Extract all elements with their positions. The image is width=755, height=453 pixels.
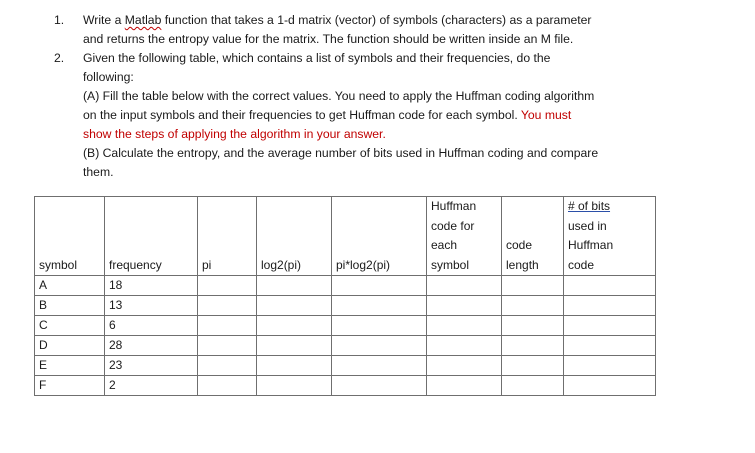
question-1-number: 1. <box>54 13 65 27</box>
header-pi-log2-pi: pi*log2(pi) <box>332 197 427 276</box>
pi-cell[interactable] <box>198 336 257 356</box>
table-row <box>35 316 656 336</box>
spellcheck-word: Matlab <box>124 13 162 27</box>
header-log2-pi: log2(pi) <box>257 197 332 276</box>
question-1-line-1: Write a Matlab function that takes a 1-d matrix (vector) of symbols (characters) as a parameter <box>83 13 592 27</box>
header-huffman-code: Huffman code for each symbol <box>427 197 502 276</box>
symbol-cell: A <box>35 276 105 296</box>
symbol-cell: C <box>35 316 105 336</box>
question-2-intro-line-1: Given the following table, which contains a list of symbols and their frequencies, do the <box>83 51 551 65</box>
log2-cell[interactable] <box>257 276 332 296</box>
frequency-cell: 28 <box>105 336 198 356</box>
pi-log2-cell[interactable] <box>332 276 427 296</box>
bits-cell[interactable] <box>564 296 656 316</box>
log2-cell[interactable] <box>257 316 332 336</box>
frequency-cell: 6 <box>105 316 198 336</box>
table-row <box>35 376 656 396</box>
part-a-line-1: (A) Fill the table below with the correct values. You need to apply the Huffman coding algorithm <box>83 89 595 103</box>
frequency-cell: 23 <box>105 356 198 376</box>
table-row <box>35 276 656 296</box>
symbol-cell: D <box>35 336 105 356</box>
code-length-cell[interactable] <box>502 316 564 336</box>
code-length-cell[interactable] <box>502 336 564 356</box>
pi-log2-cell[interactable] <box>332 356 427 376</box>
huffman-code-cell[interactable] <box>427 336 502 356</box>
code-length-cell[interactable] <box>502 276 564 296</box>
part-a-line-2: on the input symbols and their frequencies to get Huffman code for each symbol. You must <box>83 108 572 122</box>
part-b-line-1: (B) Calculate the entropy, and the average number of bits used in Huffman coding and compare <box>83 146 599 160</box>
symbol-cell: B <box>35 296 105 316</box>
huffman-code-cell[interactable] <box>427 296 502 316</box>
part-b-line-2: them. <box>83 165 114 179</box>
log2-cell[interactable] <box>257 296 332 316</box>
code-length-cell[interactable] <box>502 296 564 316</box>
pi-log2-cell[interactable] <box>332 336 427 356</box>
frequency-cell: 2 <box>105 376 198 396</box>
pi-cell[interactable] <box>198 356 257 376</box>
frequency-cell: 13 <box>105 296 198 316</box>
log2-cell[interactable] <box>257 376 332 396</box>
pi-cell[interactable] <box>198 276 257 296</box>
huffman-code-cell[interactable] <box>427 316 502 336</box>
question-1-line-2: and returns the entropy value for the matrix. The function should be written inside an M file. <box>83 32 574 46</box>
question-2-number: 2. <box>54 51 65 65</box>
bits-cell[interactable] <box>564 316 656 336</box>
bits-cell[interactable] <box>564 276 656 296</box>
symbol-cell: E <box>35 356 105 376</box>
table-header-row <box>35 197 656 276</box>
log2-cell[interactable] <box>257 356 332 376</box>
bits-cell[interactable] <box>564 356 656 376</box>
header-bits-used: # of bits used in Huffman code <box>564 197 656 276</box>
code-length-cell[interactable] <box>502 356 564 376</box>
header-pi: pi <box>198 197 257 276</box>
bits-cell[interactable] <box>564 336 656 356</box>
header-symbol: symbol <box>35 197 105 276</box>
huffman-code-cell[interactable] <box>427 276 502 296</box>
red-instruction: You must <box>520 108 572 122</box>
pi-log2-cell[interactable] <box>332 376 427 396</box>
part-a-line-3: show the steps of applying the algorithm in your answer. <box>83 127 386 141</box>
pi-cell[interactable] <box>198 316 257 336</box>
header-frequency: frequency <box>105 197 198 276</box>
table-row <box>35 296 656 316</box>
header-code-length: code length <box>502 197 564 276</box>
question-2-intro-line-2: following: <box>83 70 134 84</box>
symbol-cell: F <box>35 376 105 396</box>
huffman-code-cell[interactable] <box>427 376 502 396</box>
table-row <box>35 336 656 356</box>
log2-cell[interactable] <box>257 336 332 356</box>
question-1-text <box>83 11 683 49</box>
huffman-table <box>34 196 656 396</box>
pi-cell[interactable] <box>198 296 257 316</box>
frequency-cell: 18 <box>105 276 198 296</box>
pi-cell[interactable] <box>198 376 257 396</box>
huffman-code-cell[interactable] <box>427 356 502 376</box>
question-2-text <box>83 49 683 182</box>
pi-log2-cell[interactable] <box>332 296 427 316</box>
pi-log2-cell[interactable] <box>332 316 427 336</box>
table-row <box>35 356 656 376</box>
bits-cell[interactable] <box>564 376 656 396</box>
code-length-cell[interactable] <box>502 376 564 396</box>
